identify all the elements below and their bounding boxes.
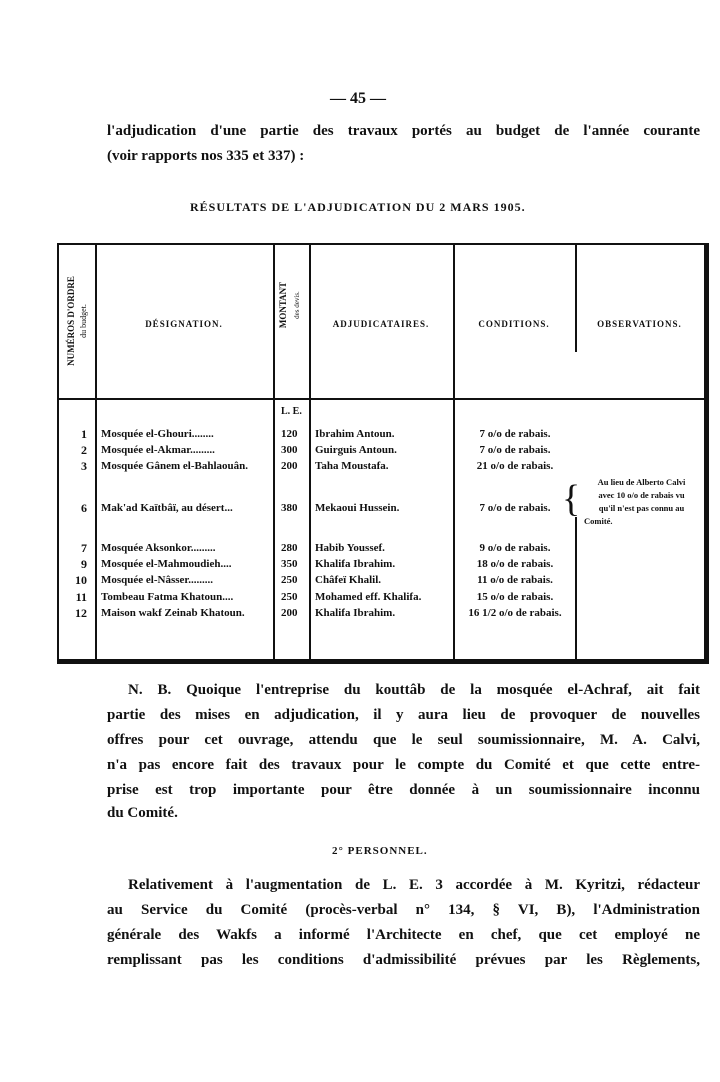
table-title: RÉSULTATS DE L'ADJUDICATION DU 2 MARS 1905. (190, 200, 526, 214)
row-designation: Mosquée Gânem el-Bahlaouân. (101, 460, 248, 472)
personnel-line: Relativement à l'augmentation de L. E. 3 accordée à M. Kyritzi, rédacteur (128, 877, 700, 893)
row-adjudicataire: Châfeï Khalil. (315, 574, 382, 586)
nb-line: du Comité. (107, 805, 178, 821)
row-designation: Mosquée el-Nâsser......... (101, 574, 214, 586)
row-number: 1 (81, 427, 87, 441)
currency-label: L. E. (281, 406, 302, 417)
personnel-line: au Service du Comité (procès-verbal n° 134, § VI, B), l'Administration (107, 902, 700, 918)
row-adjudicataire: Khalifa Ibrahim. (315, 607, 396, 619)
row-montant: 300 (281, 444, 298, 456)
nb-line: n'a pas encore fait des travaux pour le compte du Comité et que cette entre- (107, 757, 700, 773)
header-numero-sub: du budget. (79, 304, 88, 338)
row-conditions: 11 o/o de rabais. (477, 574, 553, 586)
row-montant: 280 (281, 542, 298, 554)
nb-line: prise est trop importante pour être donnée à un soumissionnaire inconnu (107, 782, 700, 798)
column-divider (309, 245, 311, 659)
column-divider (575, 245, 577, 352)
column-divider (273, 245, 275, 659)
row-number: 12 (75, 606, 87, 620)
header-adjudicataires: ADJUDICATAIRES. (332, 319, 430, 329)
brace-icon: { (562, 478, 581, 520)
row-conditions: 16 1/2 o/o de rabais. (468, 607, 562, 619)
row-designation: Maison wakf Zeinab Khatoun. (101, 607, 245, 619)
row-designation: Mak'ad Kaïtbâï, au désert... (101, 502, 233, 514)
column-divider (453, 245, 455, 659)
row-montant: 380 (281, 502, 298, 514)
row-adjudicataire: Mekaoui Hussein. (315, 502, 400, 514)
row-designation: Mosquée el-Ghouri........ (101, 428, 214, 440)
column-divider (575, 517, 577, 659)
row-number: 3 (81, 459, 87, 473)
row-adjudicataire: Mohamed eff. Khalifa. (315, 591, 422, 603)
row-designation: Mosquée el-Mahmoudieh.... (101, 558, 232, 570)
row-conditions: 9 o/o de rabais. (479, 542, 551, 554)
row-number: 7 (81, 541, 87, 555)
row-conditions: 18 o/o de rabais. (476, 558, 554, 570)
row-montant: 250 (281, 574, 298, 586)
row-montant: 250 (281, 591, 298, 603)
personnel-line: générale des Wakfs a informé l'Architecte en chef, que cet employé ne (107, 927, 700, 943)
intro-line: (voir rapports nos 335 et 337) : (107, 148, 305, 164)
header-observations: OBSERVATIONS. (597, 319, 682, 329)
row-adjudicataire: Ibrahim Antoun. (315, 428, 395, 440)
row-montant: 200 (281, 460, 298, 472)
row-adjudicataire: Guirguis Antoun. (315, 444, 397, 456)
adjudication-table (57, 243, 709, 664)
header-designation: DÉSIGNATION. (145, 319, 223, 329)
row-designation: Tombeau Fatma Khatoun.... (101, 591, 234, 603)
row-number: 2 (81, 443, 87, 457)
row-number: 10 (75, 573, 87, 587)
header-divider (59, 398, 704, 400)
observation-line: Comité. (584, 516, 613, 526)
row-adjudicataire: Taha Moustafa. (315, 460, 389, 472)
row-designation: Mosquée el-Akmar......... (101, 444, 215, 456)
row-conditions: 7 o/o de rabais. (479, 502, 551, 514)
row-conditions: 21 o/o de rabais. (476, 460, 554, 472)
row-adjudicataire: Habib Youssef. (315, 542, 385, 554)
row-number: 6 (81, 501, 87, 515)
row-montant: 120 (281, 428, 298, 440)
header-conditions: CONDITIONS. (478, 319, 550, 329)
section-title: 2° PERSONNEL. (332, 845, 428, 857)
nb-line: offres pour cet ouvrage, attendu que le seul soumissionnaire, M. A. Calvi, (107, 732, 700, 748)
page-number: — 45 — (330, 90, 386, 107)
observation-line: Au lieu de Alberto Calvi (597, 477, 686, 487)
observation-line: qu'il n'est pas connu au (598, 503, 685, 513)
header-montant-sub: des devis. (293, 291, 301, 319)
row-designation: Mosquée Aksonkor......... (101, 542, 216, 554)
row-adjudicataire: Khalifa Ibrahim. (315, 558, 396, 570)
column-divider (95, 245, 97, 659)
nb-line: N. B. Quoique l'entreprise du kouttâb de la mosquée el-Achraf, ait fait (128, 682, 700, 698)
header-montant: MONTANT (278, 281, 288, 329)
row-conditions: 7 o/o de rabais. (479, 444, 551, 456)
row-conditions: 15 o/o de rabais. (476, 591, 554, 603)
row-number: 9 (81, 557, 87, 571)
intro-line: l'adjudication d'une partie des travaux portés au budget de l'année courante (107, 123, 700, 139)
observation-line: avec 10 o/o de rabais vu (598, 490, 685, 500)
header-numero: NUMÉROS D'ORDRE (66, 276, 76, 366)
row-montant: 200 (281, 607, 298, 619)
nb-line: partie des mises en adjudication, il y aura lieu de provoquer de nouvelles (107, 707, 700, 723)
row-number: 11 (75, 590, 87, 604)
row-montant: 350 (281, 558, 298, 570)
row-conditions: 7 o/o de rabais. (479, 428, 551, 440)
personnel-line: remplissant pas les conditions d'admissibilité prévues par les Règlements, (107, 952, 700, 968)
